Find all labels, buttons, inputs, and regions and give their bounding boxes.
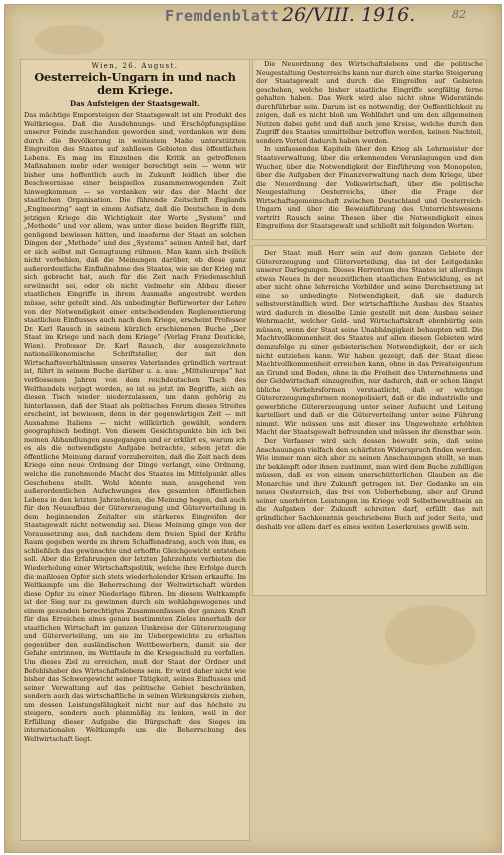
article-dateline: Wien, 26. August. [91, 62, 179, 70]
handwritten-date: 26/VIII. 1916. [282, 4, 416, 26]
article-headline: Oesterreich-Ungarn in und nach dem Kriege. [34, 70, 236, 97]
paper-stain [35, 25, 105, 55]
newspaper-stamp: Fremdenblatt [165, 7, 280, 25]
article-paragraph: Der Verfasser wird sich dessen bewußt sein, daß seine Anschauungen vielfach den schärfsten Widerspruch finden werden. Wie immer man sich aber zu seinen Anschauungen stellt, so man ihr bekämpft oder ihnen zustimmt, man wird dem Buche zubilligen müssen, daß es von einem unerschütterlichen Glauben an die Monarchie und ihre Zukunft getragen ist. Der Gedanke an ein neues Oesterreich, das frei von Ueberhebung, aber auf Grund seiner unerhörten Leistungen im Kriege voll Selbstbewußtsein an die Aufgaben der Zukunft schreiten darf, erfüllt das mit gründlicher Sachkenntnis geschriebene Buch auf jeder Seite, und deshalb vor allem darf es eines weiten Leserkreises gewiß sein. [256, 437, 483, 531]
article-paragraph: Das mächtige Emporsteigen der Staatsgewalt ist ein Produkt des Weltkrieges. Daß die Ausdehnungs- und Erschöpfungspläne unserer Feinde zuschanden geworden sind, verdanken wir dem durch die Bevölkerung in weitestem Maße unterstützten Eingreifen des Staates auf zahllosen Gebieten des öffentlichen Lebens. Es mag im Einzelnen die Kritik an getroffenen Maßnahmen mehr oder weniger berechtigt sein — wenn wir bisher uns hoffentlich auch in Zukunft leidlich über die Beschwernisse einer beispiellos zusammenwogenden Zeit hinwegkommen — so verdanken wir das der Macht der staatlichen Organisation. Die führende Zeitschrift Englands „Engineering“ sagt in einem Aufsatz, daß die Deutschen in dem jetzigen Kriege die Wichtigkeit der Worte „System“ und „Methode“ und vor allem, was unter diese beiden Begriffe fällt, genügend bewiesen hätten, und insoferne der Staat an solchen Dingen der „Methode“ und des „Systems“ seinen Anteil hat, darf er sich selbst mit Genugtuung rühmen. Man kann sich freilich nicht verhehlen, daß die Meinungen darüber, ob diese ganz außerordentliche Einflußnahme des Staates, wie sie der Krieg mit sich gebracht hat, auch für die Zeit nach Friedensschluß erwünscht sei, oder ob nicht vielmehr ein Abbau dieser staatlichen Eingriffe in ihrem Ausmaße angestrebt werden müsse, sehr geteilt sind. Als unbedingter Befürworter der Lehre von der Notwendigkeit einer entscheidenden Reglementierung staatlichen Einflusses auch nach dem Kriege, erscheint Professor Dr. Karl Rausch in seinem kürzlich erschienenen Buche „Der Staat im Kriege und nach dem Kriege“ (Verlag Franz Deuticke, Wien). Professor Dr. Karl Rausch, der ausgezeichnete nationalökonomische Schriftsteller, der mit den Wirtschaftsverhältnissen unseres Vaterlandes gründlich vertraut ist, führt in seinem Buche darüber u. a. aus: „Mitteleuropa“ hat verflossenen Jahren von dem reichdeutschen Tisch des Welthandels verjagt worden, so ist es jetzt im Begriffe, sich an diesen Tisch wieder niederzulassen, um dann gehörig zu hinterlassen, daß der Staat als politisches Forum dieses Streites erscheint, ist bewiesen, denn in der gegenwärtigen Zeit — mit Ausnahme Italiens — nicht willkürlich gewählt, sondern geographisch bedingt. Von diesem Gesichtspunkte bin ich bei meinen Abhandlungen ausgegangen und er erklärt es, warum ich es als die notwendigste Aufgabe betrachte, schon jetzt die öffentliche Meinung darauf vorzubereiten, daß die Zeit nach dem Kriege eine neue Ordnung der Dinge verlangt, eine Ordnung, welche die zunehmende Macht des Staates im Mittelpunkt alles Geschehens stellt. Wohl könnte man, ausgehend von außerordentlichen Aufschwunges des gesamten öffentlichen Lebens in den letzten Jahrzehnten, die Meinung hegen, daß auch für den Neuaufbau der Gütererzeugung und Güterverteilung in dem beginnenden Zeitalter ein stärkeres Eingreifen der Staatsgewalt nicht notwendig sei. Diese Meinung ginge von der Voraussetzung aus, daß nachdem dem freien Spiel der Kräfte Raum gegeben werde zu ihrem Schaffensdrang, auch von ihm, es schließlich das gewünschte und erhoffte Gleichgewicht entstehen soll. Aber die Erfahrungen der letzten Jahrzehnte verbieten die Wiederholung einer Wirtschaftspolitik, welche ihre Erfolge durch die maßlosen Opfer sich stets wiederholender Krisen erkaufte. Im Weltkampfe um die Beherrschung der Weltwirtschaft würden diese Opfer zu einer Niederlage führen. Im diesem Weltkampfe ist der Sieg nur zu gewinnen durch ein wohlabgewogenes und einem gesunden berechtigtes Zusammenfassen der ganzen Kraft für das Erreichen eines genau bestimmten Zieles innerhalb der staatlichen Wirtschaft im ganzen Umkreise der Gütererzeugung und Güterverteilung, um sie im Uebergewichte zu erhalten gegenüber den ausländischen Wettbewerbern, damit sie der Gefahr entrinnen, im Wettlaufe in die Kriegsschuld zu verfallen. Um dieses Ziel zu erreichen, muß der Staat der Ordner und Befehlshaber des Wirtschaftslebens sein. Er wird daher nicht wie bisher das Schwergewicht seiner Tätigkeit, seines Einflusses und seiner Verwaltung auf das politische Gebiet beschränken, sondern auch das wirtschaftliche in seinen Wirkungskreis ziehen, um dessen Leistungsfähigkeit nicht nur auf das höchste zu steigern, sondern auch planmäßig zu lenken, weil in der Erfüllung dieser Aufgabe die Bürgschaft des Sieges im internationalen Weltkampfe um die Beherrschung des Weltwirtschaft liegt. [24, 111, 246, 743]
article-clipping-left [21, 60, 249, 840]
article-clipping-right-bottom [253, 246, 486, 595]
paper-stain [385, 605, 475, 665]
article-paragraph: Der Staat muß Herr sein auf dem ganzen Gebiete der Gütererzeugung und Güterverteilung, das ist der Leitgedanke unserer Darlegungen. Dieses Herrentum des Staates ist allerdings etwas Neues in der neuzeitlichen staatlichen Entwicklung, es ist aber nicht ohne lehrreiche Vorbilder und seine Durchsetzung ist eine so unbedingte Notwendigkeit, daß sie dadurch selbstverständlich wird. Der wirtschaftliche Ausbau des Staates wird dadurch in dieselbe Linie gestellt mit dem Ausbau seiner Wehrmacht, welcher Geld- und Wirtschaftskraft ebenbürtig sein müssen, wenn der Staat seine Unabhängigkeit behaupten will. Die Machtvollkommenheit des Staates auf allen diesen Gebieten wird demzufolge zu einer gebieterischen Notwendigkeit, der er sich nicht entziehen kann. Wir haben gezeigt, daß der Staat diese Machtvollkommenheit erreichen kann, ohne in das Privateigentum an Grund und Boden, ohne in die Freiheit des Unternehmens und der Geldwirtschaft einzugreifen, nur dadurch, daß er schon längst übliche Verkehrsformen verstaatlicht, daß er wichtige Gütererzeugungsformen monopolisiert, daß er die industrielle und gewerbliche Gütererzeugung unter seiner Aufsicht und Leitung kartelliert und daß er die Güterverteilung unter seine Führung nimmt. Wir müssen uns mit dieser ins Ungewohnte erhöhten Macht der Staatsgewalt befreunden und müssen ihr dienstbar sein. [256, 249, 483, 437]
article-paragraph: Die Neuordnung des Wirtschaftslebens und die politische Neugestaltung Oesterreichs kann nur durch eine starke Steigerung der Staatsgewalt und durch die Eingreifen auf Gebieten geschehen, welche bisher staatliche Eingriffe sorgfältig ferne gehalten haben. Das Werk wird also nicht ohne Widerstände durchführbar sein. Darum ist es notwendig, der Oeffentlichkeit zu zeigen, daß es nicht bloß um Wohlfahrt und um den allgemeinen Nutzen dabei geht und daß auch jene Kreise, welche durch den Zugriff des Staates unmittelbar betroffen werden, keinen Nachteil, sondern Vorteil dadurch haben werden. [256, 60, 483, 145]
article-subhead: Das Aufsteigen der Staatsgewalt. [70, 99, 200, 108]
article-clipping-right-top [253, 60, 486, 239]
archive-number: 82 [452, 8, 466, 21]
article-paragraph: In umfassenden Kapiteln über den Krieg als Lehrmeister der Staatsverwaltung, über die erkennenden Veranlagungen und den Wucher, über die Notwendigkeit der Einführung von Monopolen, über die Aufgaben der Finanzverwaltung nach dem Kriege, über die Neuordnung der Volkswirtschaft, über die politische Neugestaltung Oesterreichs, über die Frage der Wirtschaftsgemeinschaft zwischen Deutschland und Oesterreich-Ungarn und über die Beweisführung des Unterrichtswesens vertritt Rausch seine Thesen über die Notwendigkeit eines Eingreifens der Staatsgewalt und schließt mit folgenden Worten: [256, 145, 483, 231]
